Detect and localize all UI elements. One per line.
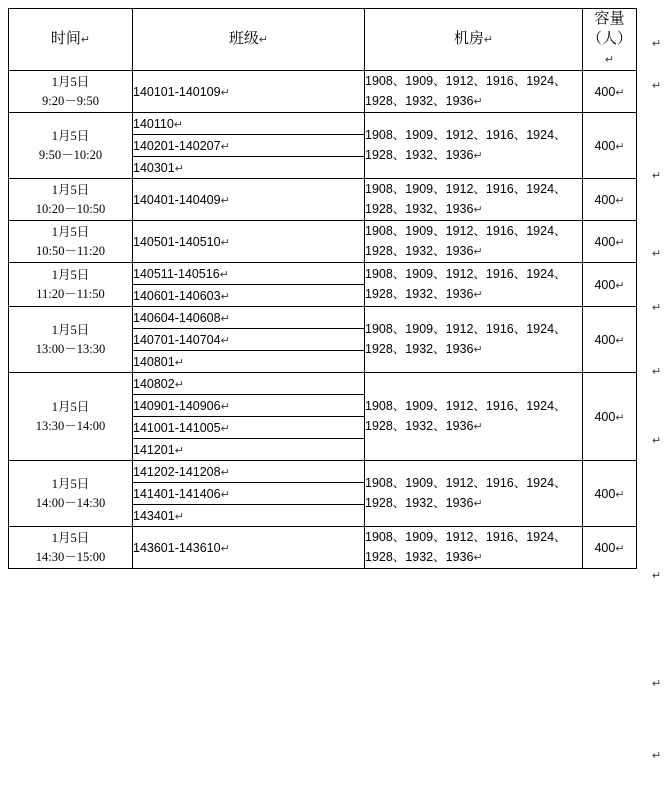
pilcrow-icon: ↵ xyxy=(615,488,625,501)
room-line-2-text: 1928、1932、1936 xyxy=(365,419,474,433)
class-cell xyxy=(133,395,365,417)
class-code: 140601-140603 xyxy=(133,288,221,303)
time-slot-date: 1月5日 xyxy=(51,128,90,143)
time-slot-date: 1月5日 xyxy=(51,74,90,89)
class-cell xyxy=(133,179,365,221)
pilcrow-icon: ↵ xyxy=(220,86,230,99)
room-line-2-text: 1928、1932、1936 xyxy=(365,148,474,162)
room-line-1: 1908、1909、1912、1916、1924、 xyxy=(365,476,567,490)
time-slot-cell xyxy=(9,373,133,461)
capacity-value: 400 xyxy=(594,192,616,207)
class-code: 143401 xyxy=(133,508,175,523)
room-line-1: 1908、1909、1912、1916、1924、 xyxy=(365,128,567,142)
room-line-2 xyxy=(365,339,582,360)
pilcrow-icon: ↵ xyxy=(173,118,184,131)
time-slot-date: 1月5日 xyxy=(51,267,90,282)
class-cell xyxy=(133,351,365,373)
class-cell xyxy=(133,157,365,179)
class-code: 140802 xyxy=(133,376,175,391)
class-code: 140101-140109 xyxy=(133,84,221,99)
time-slot-cell xyxy=(9,179,133,221)
pilcrow-icon: ↵ xyxy=(615,194,625,207)
class-code: 140801 xyxy=(133,354,175,369)
class-code: 141202-141208 xyxy=(133,464,221,479)
capacity-value: 400 xyxy=(594,409,616,424)
capacity-value: 400 xyxy=(594,234,616,249)
class-cell xyxy=(133,221,365,263)
pilcrow-icon: ↵ xyxy=(615,140,625,153)
pilcrow-icon: ↵ xyxy=(220,542,230,555)
pilcrow-icon: ↵ xyxy=(473,204,483,216)
pilcrow-icon: ↵ xyxy=(174,356,184,369)
time-slot-date: 1月5日 xyxy=(51,476,90,491)
room-cell xyxy=(365,527,583,569)
time-slot-date: 1月5日 xyxy=(51,530,90,545)
room-line-2-text: 1928、1932、1936 xyxy=(365,202,474,216)
table-row xyxy=(9,307,637,329)
capacity-cell xyxy=(583,179,637,221)
pilcrow-icon: ↵ xyxy=(220,466,230,479)
class-code: 140511-140516 xyxy=(133,266,220,281)
pilcrow-icon: ↵ xyxy=(615,279,625,292)
room-line-1: 1908、1909、1912、1916、1924、 xyxy=(365,399,567,413)
time-slot-range: 14:00－14:30 xyxy=(35,495,106,510)
room-line-2-text: 1928、1932、1936 xyxy=(365,342,474,356)
time-slot-date: 1月5日 xyxy=(51,322,90,337)
room-line-2-text: 1928、1932、1936 xyxy=(365,287,474,301)
pilcrow-icon: ↵ xyxy=(220,140,230,153)
table-row xyxy=(9,263,637,285)
time-slot-cell xyxy=(9,263,133,307)
document-page: 时间↵ 班级↵ 机房↵ 容量（人）↵ 1月5日 9:20－9:50 140101-140109↵ 1908、1909、1912、1916、1924、 1928、1932、1936↵ 400↵ 1月5日 9:50－10:20 140110↵ 1908、1909、1912、1916、1924、 1928、1932、1936↵ 400↵ 140201-140207↵ 140301↵ 1月5日 10:20－10:50 140401-140409↵ 1908、1909、1912、1916、1924、 1928、1932、1936↵ 400↵ 1月5日 10:50－11:20 140501-140510↵ 1908、1909、1912、1916、1924、 1928、1932、1936↵ 400↵ 1月5日 11:20－11:50 140511-140516↵ 1908、1909、1912、1916、1924、 1928、1932、1936↵ 400↵ 140601-140603↵ 1月5日 13:00－13:30 140604-140608↵ 1908、1909、1912、1916、1924、 1928、1932、1936↵ 400↵ 140701-140704↵ 140801↵ 1月5日 13:30－14:00 140802↵ 1908、1909、1912、1916、1924、 1928、1932、1936↵ 400↵ 140901-140906↵ 141001-141005↵ 141201↵ 1月5日 14:00－14:30 141202-141208↵ 1908、1909、1912、1916、1924、 1928、1932、1936↵ 400↵ 141401-141406↵ 143401↵ 1月5日 14:30－15:00 143601-143610↵ 1908、1909、1912、1916、1924、 1928、1932、1936↵ 400↵ ↵ ↵ ↵ ↵ ↵ ↵ ↵ ↵ ↵ ↵ xyxy=(0,8,670,796)
class-code: 143601-143610 xyxy=(133,540,221,555)
pilcrow-icon: ↵ xyxy=(174,444,184,457)
pilcrow-icon: ↵ xyxy=(220,400,230,413)
time-slot-date: 1月5日 xyxy=(51,182,90,197)
class-code: 141401-141406 xyxy=(133,486,221,501)
room-cell xyxy=(365,179,583,221)
pilcrow-icon: ↵ xyxy=(473,344,483,356)
room-cell xyxy=(365,373,583,461)
column-header-capacity xyxy=(583,9,637,71)
time-slot-range: 9:20－9:50 xyxy=(42,93,99,108)
room-line-2 xyxy=(365,493,582,514)
pilcrow-icon: ↵ xyxy=(473,246,483,258)
room-line-2 xyxy=(365,241,582,262)
column-header-class-label: 班级 xyxy=(228,31,259,47)
class-cell xyxy=(133,417,365,439)
time-slot-cell xyxy=(9,461,133,527)
column-header-room-label: 机房 xyxy=(453,31,484,47)
time-slot-cell xyxy=(9,221,133,263)
time-slot-range: 14:30－15:00 xyxy=(35,549,106,564)
room-cell xyxy=(365,113,583,179)
pilcrow-icon: ↵ xyxy=(473,421,483,433)
pilcrow-icon: ↵ xyxy=(220,236,230,249)
time-slot-range: 13:30－14:00 xyxy=(35,418,106,433)
room-line-2-text: 1928、1932、1936 xyxy=(365,550,474,564)
column-header-room xyxy=(365,9,583,71)
pilcrow-icon: ↵ xyxy=(220,194,230,207)
table-row xyxy=(9,527,637,569)
capacity-cell xyxy=(583,221,637,263)
class-code: 140401-140409 xyxy=(133,192,221,207)
pilcrow-icon: ↵ xyxy=(219,268,229,281)
class-code: 140604-140608 xyxy=(133,310,221,325)
table-row xyxy=(9,113,637,135)
time-slot-range: 13:00－13:30 xyxy=(35,341,106,356)
room-line-1: 1908、1909、1912、1916、1924、 xyxy=(365,322,567,336)
pilcrow-icon: ↵ xyxy=(220,488,230,501)
pilcrow-icon: ↵ xyxy=(615,334,625,347)
time-slot-range: 11:20－11:50 xyxy=(36,286,105,301)
pilcrow-icon: ↵ xyxy=(615,236,625,249)
room-line-1: 1908、1909、1912、1916、1924、 xyxy=(365,267,567,281)
class-code: 140301 xyxy=(133,160,175,175)
time-slot-date: 1月5日 xyxy=(51,399,90,414)
room-line-1: 1908、1909、1912、1916、1924、 xyxy=(365,224,567,238)
class-cell xyxy=(133,505,365,527)
class-cell xyxy=(133,373,365,395)
pilcrow-icon: ↵ xyxy=(473,552,483,564)
capacity-value: 400 xyxy=(594,486,616,501)
table-header-row xyxy=(9,9,637,71)
class-cell xyxy=(133,285,365,307)
room-cell xyxy=(365,221,583,263)
class-code: 140110 xyxy=(133,116,174,131)
room-line-1: 1908、1909、1912、1916、1924、 xyxy=(365,74,567,88)
pilcrow-icon: ↵ xyxy=(483,34,494,46)
pilcrow-icon: ↵ xyxy=(473,498,483,510)
room-cell xyxy=(365,461,583,527)
pilcrow-icon: ↵ xyxy=(80,34,91,46)
room-line-2 xyxy=(365,145,582,166)
class-code: 141201 xyxy=(133,442,175,457)
column-header-class xyxy=(133,9,365,71)
class-code: 140501-140510 xyxy=(133,234,221,249)
pilcrow-icon: ↵ xyxy=(615,542,625,555)
time-slot-cell xyxy=(9,113,133,179)
column-header-capacity-label: 容量（人） xyxy=(586,11,632,47)
room-cell xyxy=(365,263,583,307)
room-line-2 xyxy=(365,416,582,437)
table-row xyxy=(9,373,637,395)
table-row xyxy=(9,461,637,483)
column-header-time-label: 时间 xyxy=(50,31,81,47)
capacity-value: 400 xyxy=(594,138,616,153)
capacity-cell xyxy=(583,461,637,527)
time-slot-range: 10:50－11:20 xyxy=(36,243,105,258)
class-cell xyxy=(133,483,365,505)
capacity-value: 400 xyxy=(594,277,616,292)
room-line-1: 1908、1909、1912、1916、1924、 xyxy=(365,182,567,196)
room-line-2 xyxy=(365,91,582,112)
pilcrow-icon: ↵ xyxy=(473,150,483,162)
table-row xyxy=(9,221,637,263)
room-line-2-text: 1928、1932、1936 xyxy=(365,94,474,108)
pilcrow-icon: ↵ xyxy=(258,34,269,46)
time-slot-cell xyxy=(9,307,133,373)
class-code: 140901-140906 xyxy=(133,398,221,413)
table-row xyxy=(9,71,637,113)
class-code: 141001-141005 xyxy=(133,420,221,435)
pilcrow-icon: ↵ xyxy=(220,422,230,435)
pilcrow-icon: ↵ xyxy=(220,334,230,347)
table-row xyxy=(9,179,637,221)
capacity-cell xyxy=(583,373,637,461)
time-slot-range: 10:20－10:50 xyxy=(35,201,106,216)
time-slot-cell xyxy=(9,71,133,113)
pilcrow-icon: ↵ xyxy=(220,290,230,303)
pilcrow-icon: ↵ xyxy=(174,510,184,523)
class-cell xyxy=(133,135,365,157)
pilcrow-icon: ↵ xyxy=(473,96,483,108)
class-cell xyxy=(133,439,365,461)
room-line-2 xyxy=(365,199,582,220)
class-cell xyxy=(133,329,365,351)
capacity-value: 400 xyxy=(594,332,616,347)
room-line-1: 1908、1909、1912、1916、1924、 xyxy=(365,530,567,544)
room-line-2-text: 1928、1932、1936 xyxy=(365,496,474,510)
capacity-cell xyxy=(583,307,637,373)
time-slot-date: 1月5日 xyxy=(51,224,90,239)
capacity-cell xyxy=(583,263,637,307)
room-cell xyxy=(365,307,583,373)
class-code: 140701-140704 xyxy=(133,332,221,347)
pilcrow-icon: ↵ xyxy=(174,378,184,391)
class-cell xyxy=(133,461,365,483)
capacity-value: 400 xyxy=(594,84,616,99)
column-header-time xyxy=(9,9,133,71)
pilcrow-icon: ↵ xyxy=(220,312,230,325)
class-cell xyxy=(133,113,365,135)
class-cell xyxy=(133,527,365,569)
room-line-2-text: 1928、1932、1936 xyxy=(365,244,474,258)
pilcrow-icon: ↵ xyxy=(615,86,625,99)
capacity-cell xyxy=(583,71,637,113)
room-line-2 xyxy=(365,547,582,568)
pilcrow-icon: ↵ xyxy=(604,54,615,66)
capacity-value: 400 xyxy=(594,540,616,555)
pilcrow-icon: ↵ xyxy=(615,411,625,424)
capacity-cell xyxy=(583,527,637,569)
class-code: 140201-140207 xyxy=(133,138,221,153)
pilcrow-icon: ↵ xyxy=(174,162,184,175)
exam-schedule-table xyxy=(8,8,637,569)
class-cell xyxy=(133,263,365,285)
room-cell xyxy=(365,71,583,113)
room-line-2 xyxy=(365,284,582,305)
capacity-cell xyxy=(583,113,637,179)
pilcrow-icon: ↵ xyxy=(473,289,483,301)
time-slot-range: 9:50－10:20 xyxy=(38,147,103,162)
class-cell xyxy=(133,307,365,329)
class-cell xyxy=(133,71,365,113)
time-slot-cell xyxy=(9,527,133,569)
